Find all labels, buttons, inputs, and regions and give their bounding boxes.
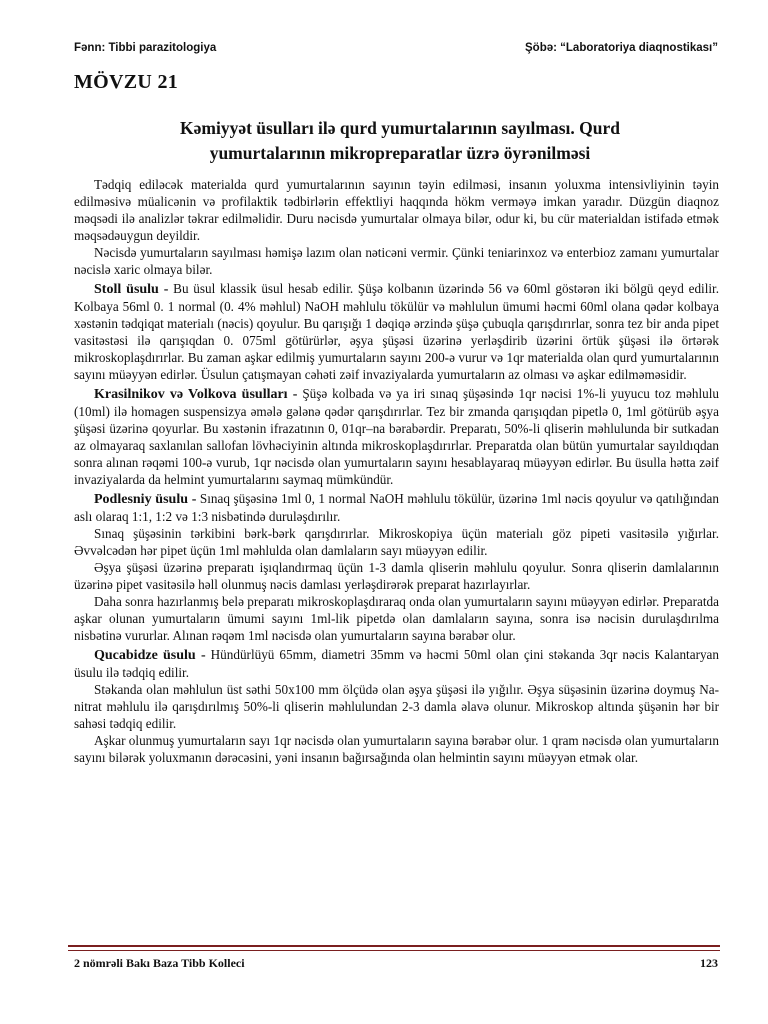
page-footer <box>74 956 718 971</box>
qucabidze-paragraph-2: Stəkanda olan məhlulun üst səthi 50x100 mm ölçüdə olan əşya şüşəsi ilə yığılır. Əşya süşəsinin üzərinə doymuş Na-nitrat məhlulu ilə qarışdırılmış 50%-li qliserin məhlulundan 2-3 damla əlavə olunur. Mikroskop altında şüşənin hər bir sahəsi tədqiq edilir. <box>74 682 719 731</box>
subject-label: Fənn: Tibbi parazitologiya <box>74 42 217 54</box>
footer-divider <box>68 945 720 947</box>
intro-paragraph-2: Nəcisdə yumurtaların sayılması həmişə lazım olan nəticəni vermir. Çünki teniarinxoz və enterbioz zamanı yumurtalar nəcislə xaric olmaya bilər. <box>74 245 719 277</box>
podlesniy-text: Sınaq şüşəsinə 1ml 0, 1 normal NaOH məhlulu tökülür, üzərinə 1ml nəcis qoyulur və qatılığından aslı olaraq 1:1, 1:2 və 1:3 nisbətində duruləşdırılır. <box>74 491 719 524</box>
stoll-text: Bu üsul klassik üsul hesab edilir. Şüşə kolbanın üzərində 56 və 60ml göstərən iki bölgü qeyd edilir. Kolbaya 56ml 0. 1 normal (0. 4% məhlul) NaOH məhlulu tökülür və məhlulun ümumi həcmi 60ml olana qədər kolbaya xəstənin tədqiqat materialı (nəcis) qoyulur. Bu qarışığı 1 dəqiqə ərzində şüşə çubuqla qarışdırırlar, sonra tez bir anda pipet vasitəstəsi ilə qarışıqdan 0. 075ml götürürlər, əşya şüşəsi üzərinə yerləşdirib üzərini örtük şüşəsi ilə örtərək mikroskoplaşdırırlar. Bu zaman aşkar edilmiş yumurtaların sayını 200-ə vurur və 1qr materialda olan qurd yumurtalarının sayını müəyyən edirlər. Üsulun çatışmayan cəhəti zəif invaziyalarda yumurtaların az olması və aşkar edilməməsidir. <box>74 281 719 382</box>
podlesniy-paragraph-4: Daha sonra hazırlanmış belə preparatı mikroskoplaşdıraraq onda olan yumurtaların sayını müəyyən edirlər. Preparatda aşkar olunan yumurtaların ümumi sayını 1ml-lik pipetdə olan damlaların sayına, sonra isə nəcisin durulaşdırılma nisbətinə vururlar. Alınan rəqəm 1ml nəcisdə olan yumurtaların sayına bərabər olur. <box>74 594 719 643</box>
topic-heading: MÖVZU 21 <box>74 71 179 93</box>
college-name: 2 nömrəli Bakı Baza Tibb Kolleci <box>74 956 245 970</box>
intro-paragraph: Tədqiq ediləcək materialda qurd yumurtalarının sayının təyin edilməsi, insanın yoluxma intensivliyinin təyin edilməsivə müalicənin və profilaktik tədbirlərin effektliyi haqqında hökm verməyə imkan yaradır. Düzgün diaqnoz məqsədi ilə analizlər təkrar edilməlidir. Duru nəcisdə yumurtalar olmaya bilər, odur ki, bu cür materialdan istifadə etmək məqsədəuygun deyildir. <box>74 177 719 243</box>
page-title: Kəmiyyət üsulları ilə qurd yumurtalarının sayılması. Qurd yumurtalarının mikropreparatlar üzrə öyrənilməsi <box>180 118 620 163</box>
podlesniy-paragraph-2: Sınaq şüşəsinin tərkibini bərk-bərk qarışdırırlar. Mikroskopiya üçün materialı göz pipeti vasitəsilə yığırlar. Əvvəlcədən hər pipet üçün 1ml məhlulda olan damlaların sayı müəyyən edilir. <box>74 526 719 558</box>
podlesniy-paragraph-3: Əşya şüşəsi üzərinə preparatı işıqlandırmaq üçün 1-3 damla qliserin məhlulu qoyulur. Sonra qliserin damlalarının üzərinə pipet vasitəsilə həll olunmuş nəcis damlası yerləşdirərək preparat hazırlayırlar. <box>74 560 719 592</box>
qucabidze-paragraph-3: Aşkar olunmuş yumurtaların sayı 1qr nəcisdə olan yumurtaların sayına bərabər olur. 1 qram nəcisdə olan yumurtaların sayını bilərək yoluxmanın dərəcəsini, yəni insanın bağırsağında olan helmintin sayını müəyyən etmək olar. <box>74 733 719 765</box>
krasilnikov-text: Şüşə kolbada və ya iri sınaq şüşəsində 1qr nəcisi 1%-li yuyucu toz məhlulu (10ml) ilə homagen suspensizya əmələ gələnə qədər qarışdırırlar. Tez bir zmanda qarışıqdan pipetlə 0, 1ml götürüb əşya şüşəsi üzərinə qoyurlar. Bu xəstənin ifrazatının 0, 01qr–na bərabərdir. Preparatı, 50%-li qliserin məhlulunda bir sutkadan az olmayaraq saxlanılan sallofan lövhəciyinin altında mikroskoplaşdırırlar. Preparatda olan bütün yumurtalar sayıldıqdan sonra alınan rəqəmi 100-ə vurub, 1qr nəcisdə olan yumurtaların sayını hesablayaraq müəyyən edirlər. Bu üsulla hətta zəif invaziyalarda da helmint yumurtalarını saymaq mümkündür. <box>74 386 720 487</box>
krasilnikov-section <box>74 385 719 488</box>
stoll-heading: Stoll üsulu - <box>94 282 169 297</box>
krasilnikov-heading: Krasilnikov və Volkova üsulları - <box>94 387 298 402</box>
department-label: Şöbə: “Laboratoriya diaqnostikası” <box>525 42 718 54</box>
page-number: 123 <box>700 956 718 970</box>
footer-divider-thin <box>68 950 720 951</box>
qucabidze-heading: Qucabidze üsulu - <box>94 648 206 663</box>
qucabidze-section <box>74 646 719 681</box>
qucabidze-text: Hündürlüyü 65mm, diametri 35mm və həcmi 50ml olan çini stəkanda 3qr nəcis Kalantaryan üsulu ilə tədqiq edilir. <box>74 647 719 680</box>
stoll-section <box>74 280 719 383</box>
podlesniy-section <box>74 490 719 525</box>
page-header <box>74 42 718 54</box>
podlesniy-heading: Podlesniy üsulu - <box>94 492 197 507</box>
document-body <box>74 176 719 766</box>
